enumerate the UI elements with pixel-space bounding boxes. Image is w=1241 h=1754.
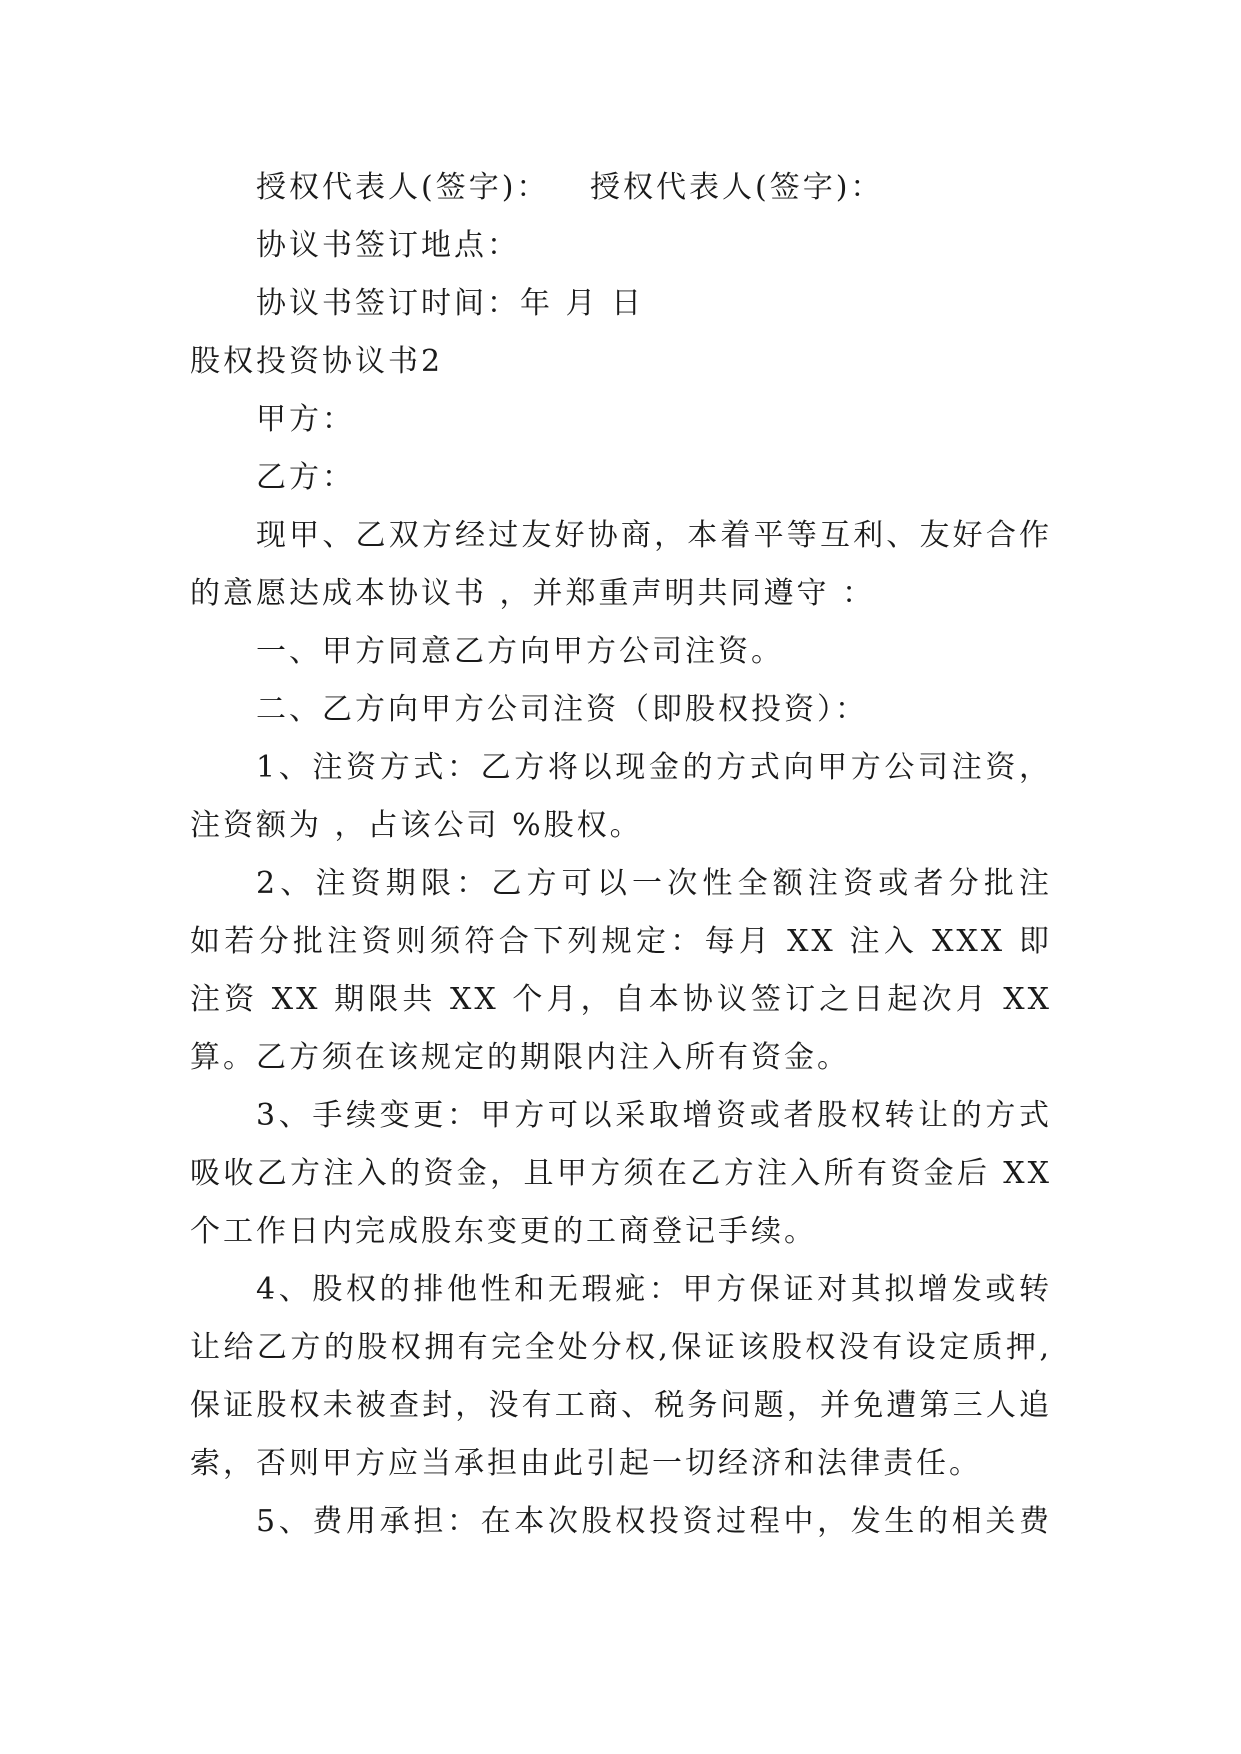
item-3-line-3: 个工作日内完成股东变更的工商登记手续。	[190, 1214, 817, 1249]
item-1-line-2: 注资额为 ，占该公司 %股权。	[190, 808, 643, 843]
item-5-line-1: 5、费用承担：在本次股权投资过程中，发生的相关费	[256, 1504, 1052, 1539]
sign-place-label: 协议书签订地点：	[256, 228, 520, 263]
party-b-label: 乙方：	[256, 460, 355, 495]
intro-line-1: 现甲、乙双方经过友好协商，本着平等互利、友好合作	[256, 518, 1052, 553]
signature-right-label: 授权代表人(签字)：	[590, 170, 884, 205]
item-4-line-1: 4、股权的排他性和无瑕疵：甲方保证对其拟增发或转	[256, 1272, 1052, 1307]
item-2-line-2: 如若分批注资则须符合下列规定：每月 XX 注入 XXX 即	[190, 924, 1052, 959]
clause-1: 一、甲方同意乙方向甲方公司注资。	[256, 634, 784, 669]
item-2-line-3: 注资 XX 期限共 XX 个月，自本协议签订之日起次月 XX	[190, 982, 1052, 1017]
item-4-line-3: 保证股权未被查封，没有工商、税务问题，并免遭第三人追	[190, 1388, 1052, 1423]
item-4-line-4: 索，否则甲方应当承担由此引起一切经济和法律责任。	[190, 1446, 982, 1481]
item-3-line-2: 吸收乙方注入的资金，且甲方须在乙方注入所有资金后 XX	[190, 1156, 1052, 1191]
sign-time-label: 协议书签订时间：年 月 日	[256, 286, 645, 321]
item-1-line-1: 1、注资方式：乙方将以现金的方式向甲方公司注资，	[256, 750, 1052, 785]
item-3-line-1: 3、手续变更：甲方可以采取增资或者股权转让的方式	[256, 1098, 1052, 1133]
intro-line-2: 的意愿达成本协议书 ，并郑重声明共同遵守 ：	[190, 576, 876, 611]
signature-left-label: 授权代表人(签字)：	[256, 170, 550, 205]
item-2-line-1: 2、注资期限：乙方可以一次性全额注资或者分批注	[256, 866, 1052, 901]
section-title: 股权投资协议书2	[190, 344, 444, 379]
clause-2: 二、乙方向甲方公司注资（即股权投资）：	[256, 692, 868, 727]
party-a-label: 甲方：	[256, 402, 355, 437]
item-4-line-2: 让给乙方的股权拥有完全处分权,保证该股权没有设定质押,	[190, 1330, 1052, 1365]
item-2-line-4: 算。乙方须在该规定的期限内注入所有资金。	[190, 1040, 850, 1075]
